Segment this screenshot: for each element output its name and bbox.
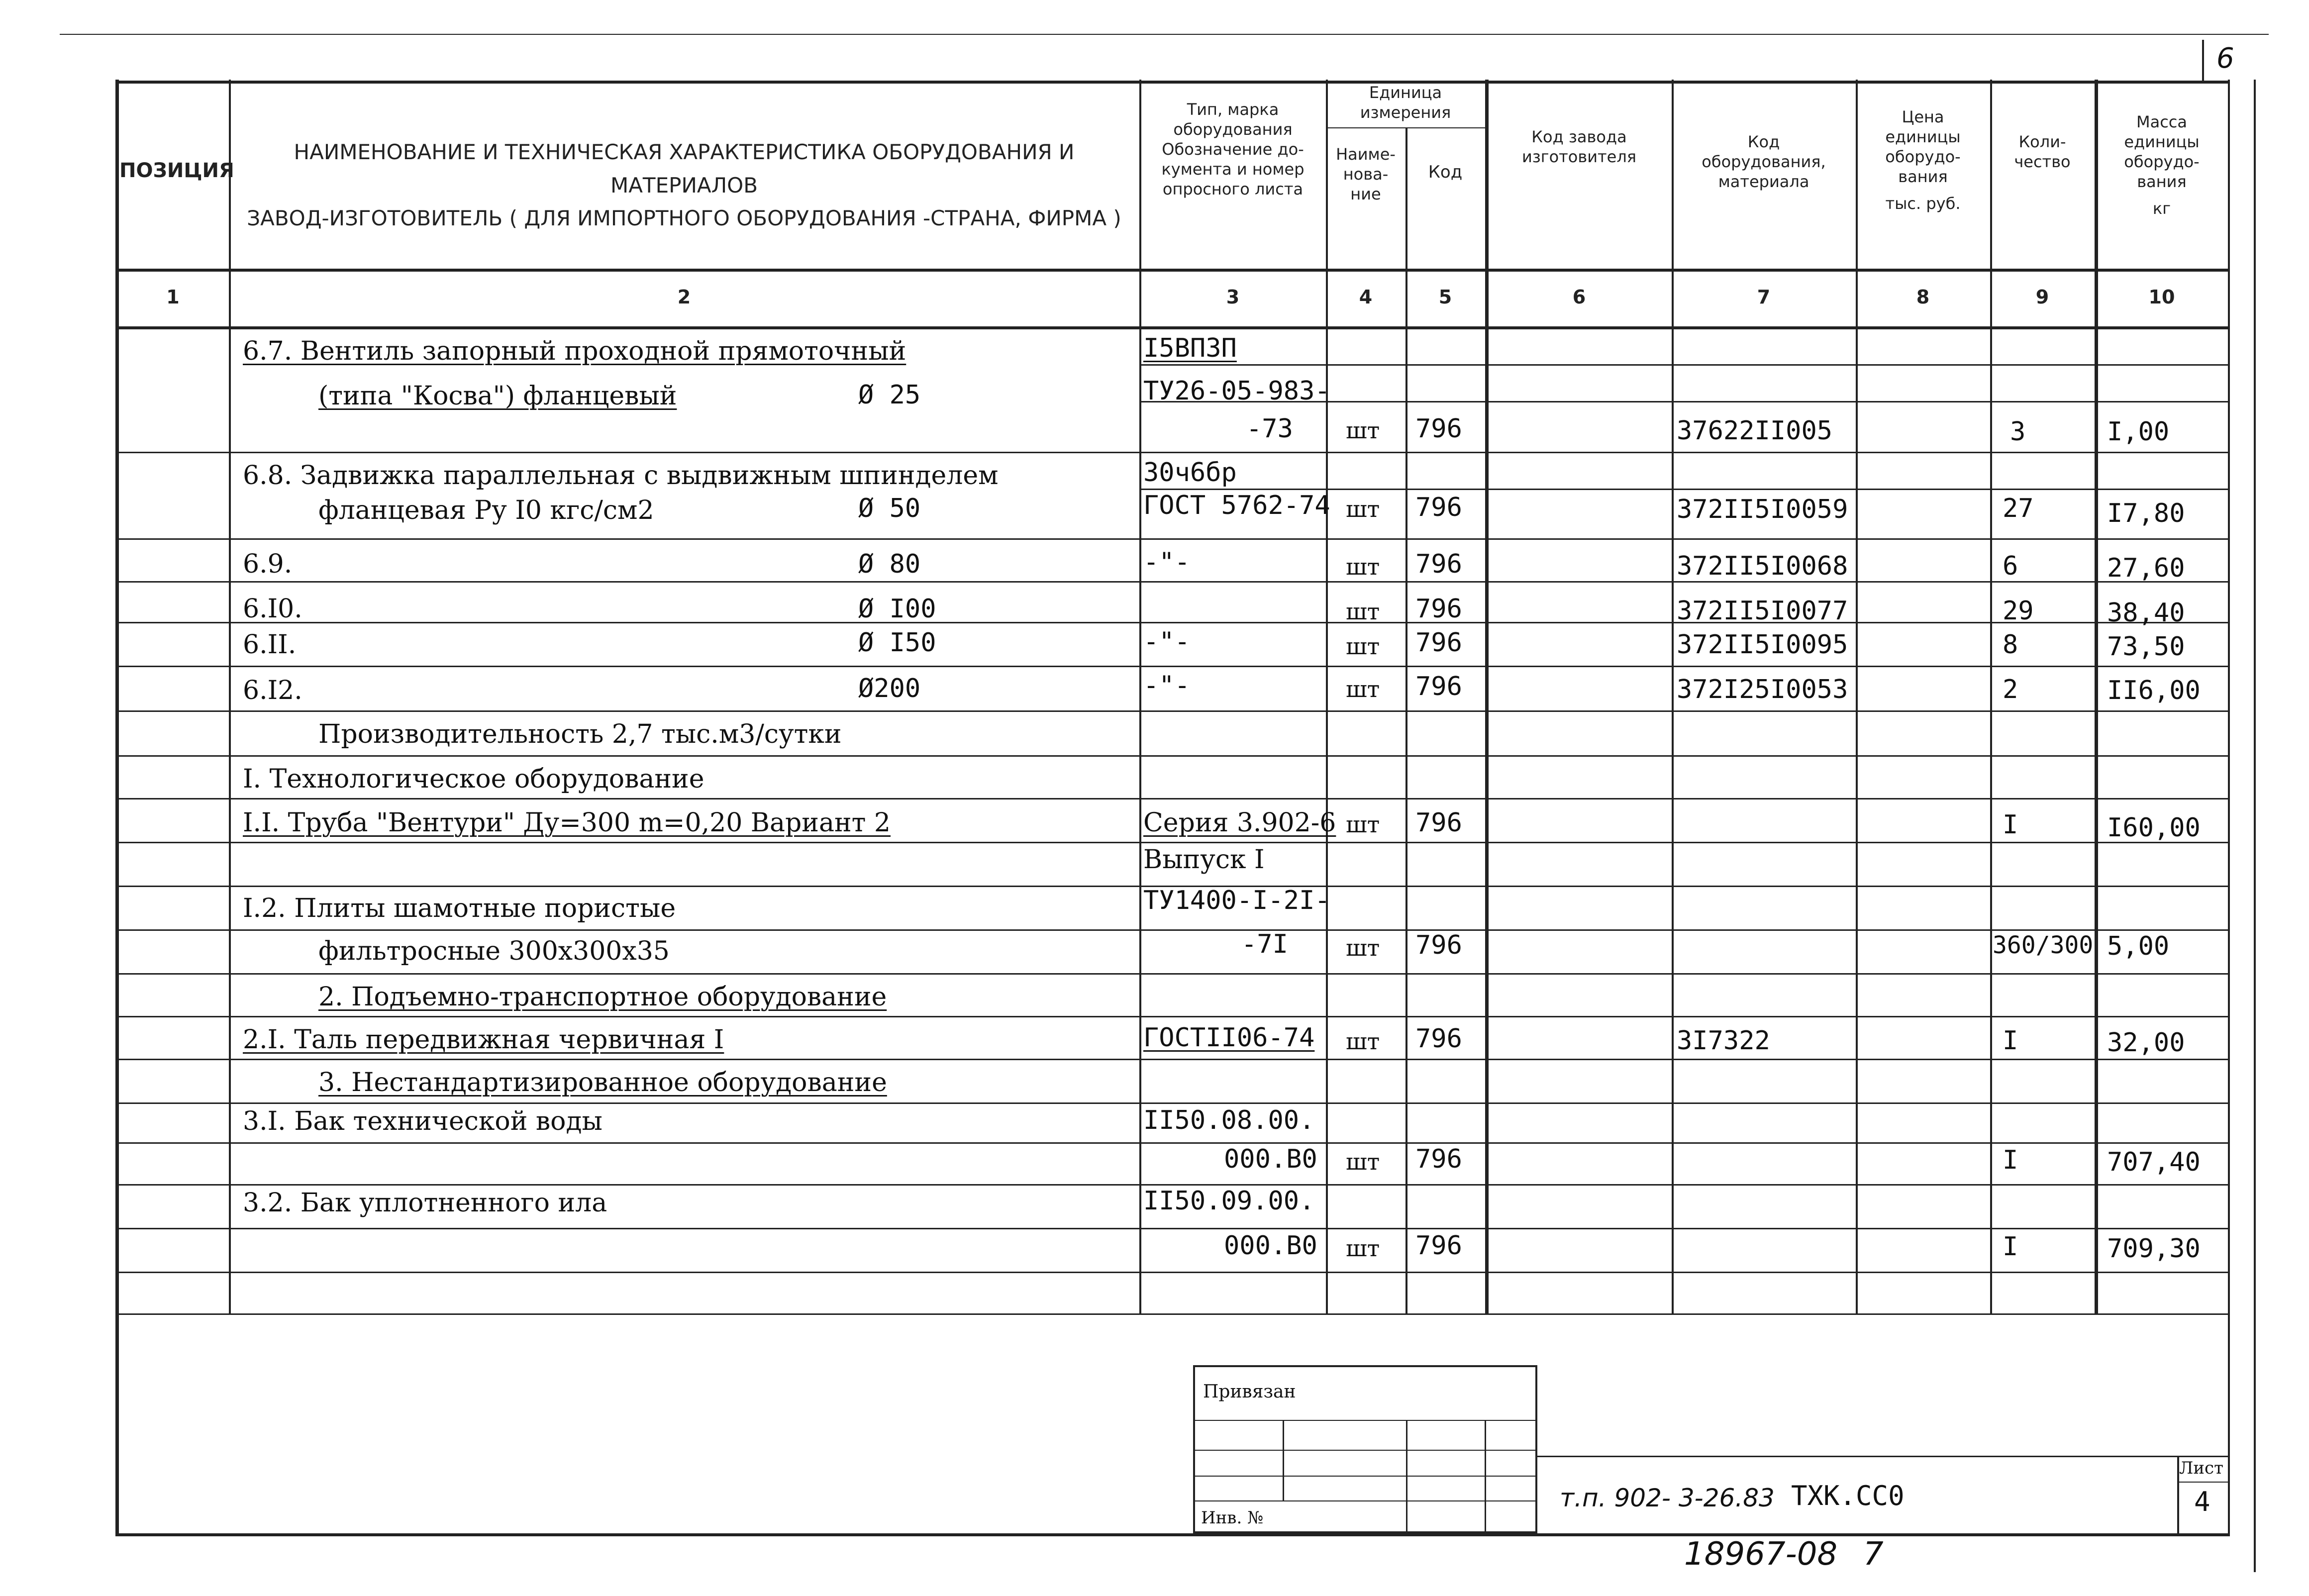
stamp-col-1 xyxy=(1283,1420,1284,1500)
item-2-1-unit: шт xyxy=(1346,1028,1380,1055)
item-3-2-name: 3.2. Бак уплотненного ила xyxy=(243,1188,607,1218)
item-3-1-mass: 707,40 xyxy=(2107,1147,2201,1177)
col-line-10 xyxy=(2228,80,2230,1534)
header-equip-l2: оборудования, xyxy=(1702,152,1826,171)
header-unit-code: Код xyxy=(1428,162,1463,182)
sheet-label: Лист xyxy=(2179,1458,2223,1478)
row-line-16 xyxy=(115,1016,2230,1017)
header-factory-l1: Код завода xyxy=(1531,127,1627,146)
item-6-8-diameter: Ø 50 xyxy=(858,494,921,523)
frame-bottom xyxy=(115,1533,2230,1536)
item-6-8-unit: шт xyxy=(1346,496,1380,522)
item-2-1-unit-code: 796 xyxy=(1415,1024,1462,1054)
item-6-8-type-cont: ГОСТ 5762-74 xyxy=(1143,491,1330,520)
stamp-col-2 xyxy=(1406,1420,1407,1533)
item-1-2-qty: 360/300 xyxy=(1993,931,2094,959)
colnum-10: 10 xyxy=(2148,286,2175,308)
col-line-0 xyxy=(115,80,119,1534)
item-1-1-qty: I xyxy=(2003,810,2018,840)
col-line-4 xyxy=(1405,127,1407,1314)
item-2-1-name: 2.I. Таль передвижная червичная I xyxy=(243,1025,724,1055)
item-3-2-qty: I xyxy=(2003,1232,2018,1262)
colnum-4: 4 xyxy=(1359,286,1373,308)
header-unit-name xyxy=(1328,144,1403,204)
item-6-7-type: I5ВП3П xyxy=(1143,333,1237,363)
sheet-number: 4 xyxy=(2194,1486,2210,1517)
header-type-l3: Обозначение до- xyxy=(1162,140,1304,159)
row-line-8 xyxy=(115,666,2230,667)
header-name xyxy=(234,139,1134,232)
row-line-6 xyxy=(115,581,2230,583)
section-3-title: 3. Нестандартизированное оборудование xyxy=(318,1068,887,1097)
item-2-1-qty: I xyxy=(2003,1026,2018,1056)
row-line-23 xyxy=(115,1313,2230,1315)
item-3-1-unit-code: 796 xyxy=(1415,1144,1462,1174)
header-type-l4: кумента и номер xyxy=(1161,160,1305,179)
row-line-5 xyxy=(115,538,2230,540)
frame-right-ext xyxy=(2254,80,2256,1572)
row-line-11 xyxy=(115,798,2230,799)
item-6-7-unit: шт xyxy=(1346,417,1380,444)
header-name-line2: МАТЕРИАЛОВ xyxy=(610,173,758,198)
header-factory-l2: изготовителя xyxy=(1521,147,1637,166)
header-mass-l4: вания xyxy=(2137,172,2187,191)
header-unit-name-l1: Наиме- xyxy=(1336,145,1396,164)
row-line-21 xyxy=(115,1228,2230,1229)
header-type-l1: Тип, марка xyxy=(1187,100,1279,119)
row-line-20 xyxy=(115,1184,2230,1186)
header-equip-l3: материала xyxy=(1718,172,1809,191)
item-6-7-unit-code: 796 xyxy=(1415,414,1462,444)
item-3-1-qty: I xyxy=(2003,1145,2018,1175)
item-6-8-qty: 27 xyxy=(2003,494,2034,523)
item-6-8-type: 30ч6бр xyxy=(1143,458,1237,488)
header-unit-l2: измерения xyxy=(1360,103,1451,122)
colnum-1: 1 xyxy=(166,286,180,308)
item-6-9-unit-code: 796 xyxy=(1415,549,1462,579)
document-number-handwritten: т.п. 902- 3-26.83 xyxy=(1560,1484,1775,1512)
item-1-1-mass: I60,00 xyxy=(2107,813,2201,843)
item-1-2-mass: 5,00 xyxy=(2107,931,2170,961)
col-line-6 xyxy=(1672,80,1674,1314)
item-1-2-type: ТУ1400-I-2I- xyxy=(1143,886,1330,915)
header-name-line1: НАИМЕНОВАНИЕ И ТЕХНИЧЕСКАЯ ХАРАКТЕРИСТИКА ОБОРУДОВАНИЯ И xyxy=(294,140,1075,164)
item-6-11-equip-code: 372II5I0095 xyxy=(1677,630,1848,660)
item-6-11-mass: 73,50 xyxy=(2107,632,2185,662)
item-6-9-qty: 6 xyxy=(2003,551,2018,581)
item-1-1-type: Серия 3.902-6 xyxy=(1143,808,1336,838)
header-price xyxy=(1858,107,1988,213)
header-name-line3: ЗАВОД-ИЗГОТОВИТЕЛЬ ( ДЛЯ ИМПОРТНОГО ОБОРУДОВАНИЯ -СТРАНА, ФИРМА ) xyxy=(247,206,1121,230)
capacity-line: Производительность 2,7 тыс.м3/сутки xyxy=(318,719,842,749)
header-mass xyxy=(2098,112,2226,218)
item-1-1-unit-code: 796 xyxy=(1415,808,1462,838)
bound-label: Привязан xyxy=(1203,1382,1296,1402)
item-6-9-type: -"- xyxy=(1143,547,1190,577)
item-6-7-name: 6.7. Вентиль запорный проходной прямоточный xyxy=(243,336,906,366)
item-6-12-unit-code: 796 xyxy=(1415,672,1462,701)
stamp-top-line xyxy=(1537,1456,2229,1457)
header-price-l4: вания xyxy=(1898,167,1948,186)
item-1-2-name-cont: фильтросные 300х300х35 xyxy=(318,936,670,966)
corner-box-left xyxy=(2202,40,2204,81)
item-6-11-unit: шт xyxy=(1346,633,1380,660)
item-3-2-unit: шт xyxy=(1346,1235,1380,1262)
item-6-10-unit-code: 796 xyxy=(1415,594,1462,624)
col-line-9 xyxy=(2095,80,2098,1314)
item-6-9-unit: шт xyxy=(1346,553,1380,580)
header-qty xyxy=(1993,132,2092,172)
item-6-11-diameter: Ø I50 xyxy=(858,628,936,658)
item-3-2-type: II50.09.00. xyxy=(1143,1186,1315,1216)
header-unit xyxy=(1328,83,1483,122)
item-6-12-equip-code: 372I25I0053 xyxy=(1677,675,1848,704)
item-3-1-name: 3.I. Бак технической воды xyxy=(243,1106,602,1136)
colnum-3: 3 xyxy=(1226,286,1240,308)
frame-top xyxy=(115,81,2230,84)
row-line-17 xyxy=(115,1059,2230,1060)
item-1-1-type-cont: Выпуск I xyxy=(1143,845,1265,875)
row-line-3 xyxy=(115,452,2230,453)
item-6-9-diameter: Ø 80 xyxy=(858,549,921,579)
item-3-1-type: II50.08.00. xyxy=(1143,1105,1315,1135)
row-line-1 xyxy=(1139,364,2229,366)
item-6-12-type: -"- xyxy=(1143,671,1190,700)
item-6-8-mass: I7,80 xyxy=(2107,499,2185,528)
header-type-l5: опросного листа xyxy=(1162,180,1304,199)
item-6-8-unit-code: 796 xyxy=(1415,493,1462,522)
item-1-2-name: I.2. Плиты шамотные пористые xyxy=(243,894,676,923)
item-6-12-qty: 2 xyxy=(2003,675,2018,704)
colnum-bottom-line xyxy=(115,326,2230,329)
inventory-label: Инв. № xyxy=(1201,1508,1264,1528)
item-3-1-type-cont: 000.В0 xyxy=(1224,1144,1317,1174)
item-6-9-equip-code: 372II5I0068 xyxy=(1677,551,1848,581)
colnum-6: 6 xyxy=(1572,286,1586,308)
row-line-22 xyxy=(115,1272,2230,1273)
col-line-1 xyxy=(229,80,231,1314)
item-6-11-type: -"- xyxy=(1143,627,1190,657)
header-type xyxy=(1142,100,1323,199)
header-price-l1: Цена xyxy=(1902,107,1944,126)
row-line-15 xyxy=(115,973,2230,975)
header-mass-l2: единицы xyxy=(2124,132,2200,151)
item-1-2-type-end: -7I xyxy=(1241,929,1288,959)
header-mass-l1: Масса xyxy=(2136,112,2187,131)
item-6-9-name: 6.9. xyxy=(243,549,293,579)
item-3-2-mass: 709,30 xyxy=(2107,1234,2201,1264)
col-line-2 xyxy=(1139,80,1141,1314)
header-mass-l3: оборудо- xyxy=(2124,152,2200,171)
item-6-11-qty: 8 xyxy=(2003,630,2018,660)
header-equip-l1: Код xyxy=(1747,132,1780,151)
colnum-2: 2 xyxy=(677,286,691,308)
sheet-box-mid xyxy=(2177,1482,2229,1483)
item-6-10-unit: шт xyxy=(1346,598,1380,625)
row-line-10 xyxy=(115,755,2230,757)
item-6-12-mass: II6,00 xyxy=(2107,676,2201,705)
item-6-7-name-cont: (типа "Косва") фланцевый xyxy=(318,381,677,411)
stamp-col-3 xyxy=(1485,1420,1486,1533)
header-type-l2: оборудования xyxy=(1173,120,1293,139)
header-price-l5: тыс. руб. xyxy=(1885,194,1961,213)
section-2-title: 2. Подъемно-транспортное оборудование xyxy=(318,982,887,1012)
item-3-2-type-cont: 000.В0 xyxy=(1224,1231,1317,1261)
col-line-5 xyxy=(1485,80,1489,1314)
colnum-7: 7 xyxy=(1757,286,1771,308)
row-line-19 xyxy=(115,1142,2230,1144)
row-line-12 xyxy=(115,842,2230,843)
item-6-7-mass: I,00 xyxy=(2107,417,2170,447)
item-6-10-diameter: Ø I00 xyxy=(858,594,936,624)
col-line-8 xyxy=(1990,80,1992,1314)
row-line-14 xyxy=(115,929,2230,931)
header-price-l3: оборудо- xyxy=(1885,147,1961,166)
top-rule xyxy=(60,34,2269,35)
colnum-9: 9 xyxy=(2035,286,2049,308)
item-6-7-diameter: Ø 25 xyxy=(858,380,921,410)
item-6-8-equip-code: 372II5I0059 xyxy=(1677,495,1848,524)
col-line-3 xyxy=(1326,80,1328,1314)
item-6-9-mass: 27,60 xyxy=(2107,553,2185,583)
item-1-2-unit-code: 796 xyxy=(1415,930,1462,960)
item-2-1-mass: 32,00 xyxy=(2107,1028,2185,1058)
item-6-12-name: 6.I2. xyxy=(243,676,302,705)
header-factory xyxy=(1489,127,1670,167)
header-position: ПОЗИЦИЯ xyxy=(119,159,234,182)
item-6-10-equip-code: 372II5I0077 xyxy=(1677,596,1848,626)
colnum-8: 8 xyxy=(1916,286,1930,308)
archive-number: 18967-08 xyxy=(1684,1536,1838,1573)
section-1-title: I. Технологическое оборудование xyxy=(243,764,704,794)
item-6-12-unit: шт xyxy=(1346,676,1380,702)
row-line-9 xyxy=(115,710,2230,712)
header-qty-l1: Коли- xyxy=(2018,132,2066,151)
item-3-1-unit: шт xyxy=(1346,1148,1380,1175)
row-line-4 xyxy=(1139,489,2229,490)
header-unit-name-l2: нова- xyxy=(1343,165,1389,184)
item-6-12-diameter: Ø200 xyxy=(858,674,921,703)
item-6-7-type-end: -73 xyxy=(1246,414,1293,444)
item-1-1-unit: шт xyxy=(1346,811,1380,838)
header-mass-l5: кг xyxy=(2152,199,2171,218)
header-bottom-line xyxy=(115,269,2230,272)
item-6-11-unit-code: 796 xyxy=(1415,628,1462,658)
item-6-8-name-cont: фланцевая Ру I0 кгс/см2 xyxy=(318,496,654,525)
header-unit-name-l3: ние xyxy=(1350,185,1381,203)
item-6-10-name: 6.I0. xyxy=(243,594,302,624)
item-6-11-name: 6.II. xyxy=(243,630,297,660)
item-6-7-type-cont: ТУ26-05-983- xyxy=(1143,376,1330,406)
header-price-l2: единицы xyxy=(1885,127,1961,146)
row-line-7 xyxy=(115,622,2230,623)
item-1-1-name: I.I. Труба "Вентури" Ду=300 m=0,20 Вариант 2 xyxy=(243,808,891,838)
item-1-2-unit: шт xyxy=(1346,934,1380,961)
archive-page: 7 xyxy=(1863,1536,1884,1573)
item-3-2-unit-code: 796 xyxy=(1415,1231,1462,1261)
item-6-10-qty: 29 xyxy=(2003,596,2034,626)
header-unit-l1: Единица xyxy=(1369,83,1442,102)
header-qty-l2: чество xyxy=(2014,152,2071,171)
col-line-7 xyxy=(1856,80,1858,1314)
document-code: ТХК.СС0 xyxy=(1791,1480,1905,1511)
colnum-5: 5 xyxy=(1438,286,1452,308)
item-6-10-mass: 38,40 xyxy=(2107,598,2185,628)
item-6-7-qty: 3 xyxy=(2010,417,2026,447)
item-2-1-equip-code: 3I7322 xyxy=(1677,1026,1770,1056)
corner-sheet-number: 6 xyxy=(2216,42,2234,75)
header-equip xyxy=(1674,132,1853,192)
item-6-8-name: 6.8. Задвижка параллельная с выдвижным шпинделем xyxy=(243,461,999,491)
row-line-18 xyxy=(115,1102,2230,1104)
item-2-1-type: ГОСТII06-74 xyxy=(1143,1023,1315,1053)
item-6-7-equip-code: 37622II005 xyxy=(1677,416,1833,446)
